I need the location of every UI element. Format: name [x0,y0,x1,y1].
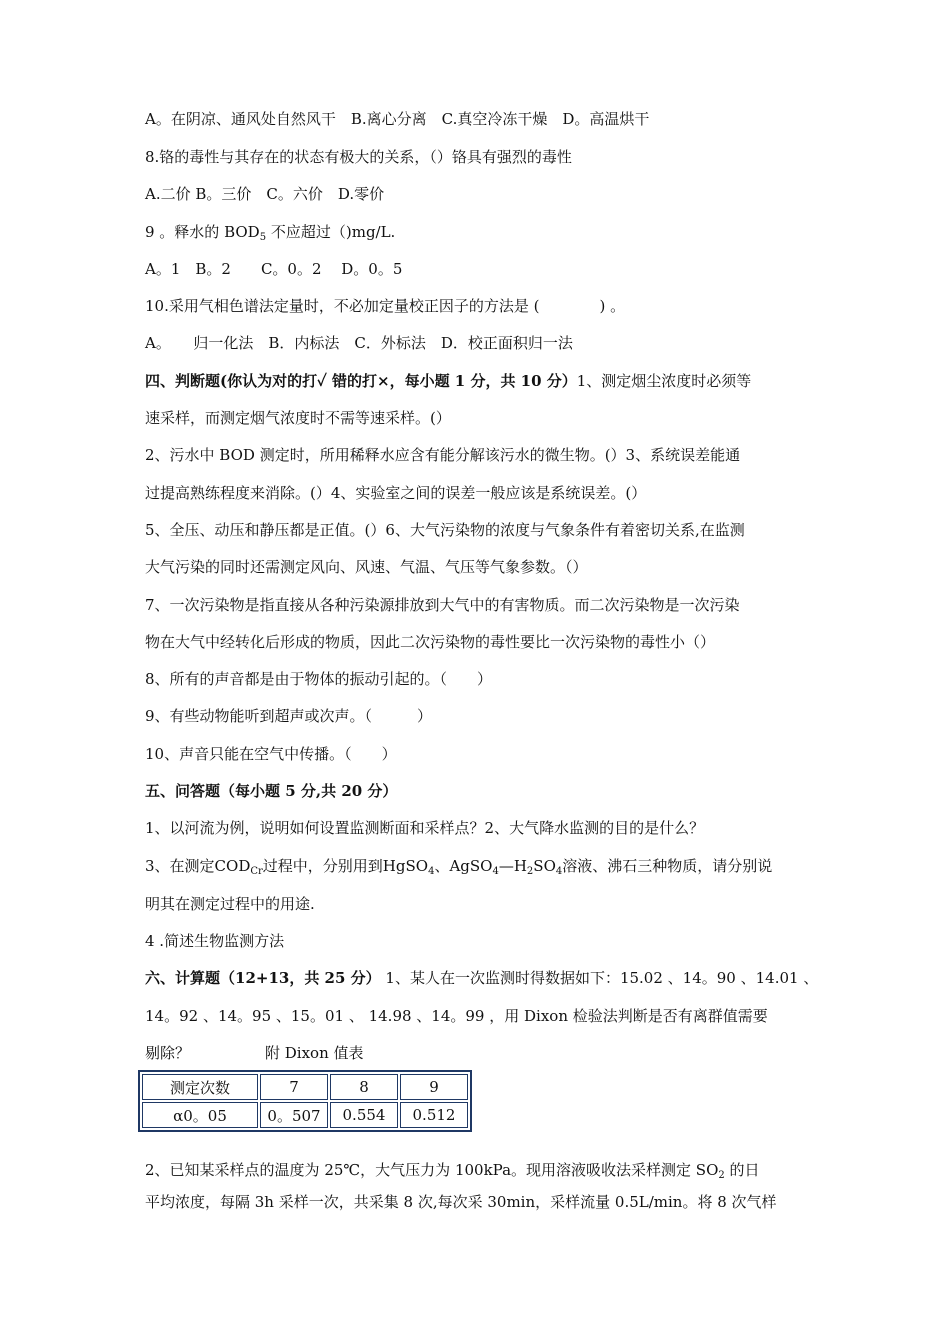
calc2-part: 的日 [724,1161,760,1179]
calc2-text-cont: 平均浓度，每隔 3h 采样一次，共采集 8 次,每次采 30min，采样流量 0.5L/min。将 8 次气样 [145,1193,777,1211]
table-row [142,1074,468,1100]
calc2-sub: 2 [718,1170,725,1181]
q9-text-a: 9 。释水的 BOD [145,223,260,241]
tf8-text: 8、所有的声音都是由于物体的振动引起的。（ ） [145,670,493,688]
table-cell: α0。05 [142,1102,258,1128]
qa3-part: SO [533,857,556,875]
section5-heading-line [145,781,825,801]
qa3-part: 、AgSO [434,857,493,875]
tf9-text: 9、有些动物能听到超声或次声。（ ） [145,707,433,725]
qa1-qa2-text: 1、以河流为例，说明如何设置监测断面和采样点？2、大气降水监测的目的是什么？ [145,819,705,837]
q9-text [145,222,825,242]
calc1-text-cont2: 剔除？ 附 Dixon 值表 [145,1044,364,1062]
table-cell: 0。507 [260,1102,328,1128]
tf6-text-cont: 大气污染的同时还需测定风向、风速、气温、气压等气象参数。（） [145,558,588,576]
table-cell: 9 [400,1074,468,1100]
qa3-sub: 4 [492,866,499,877]
calc1-text-cont: 14。92 、14。95 、15。01 、 14.98 、14。99 ，用 Dixon 检验法判断是否有离群值需要 [145,1007,768,1025]
tf3-tf4-text: 过提高熟练程度来消除。(）4、实验室之间的误差一般应该是系统误差。(） [145,484,647,502]
tf5-tf6-text: 5、全压、动压和静压都是正值。(）6、大气污染物的浓度与气象条件有着密切关系,在监测 [145,521,745,539]
q8-text: 8.铬的毒性与其存在的状态有极大的关系，（）铬具有强烈的毒性 [145,148,572,166]
table-cell: 7 [260,1074,328,1100]
section4-heading: 四、判断题(你认为对的打✓ 错的打×，每小题 1 分，共 10 分） [145,372,577,390]
table-row [142,1102,468,1128]
calc1-text: 1、某人在一次监测时得数据如下：15.02 、14。90 、14.01 、 [380,969,819,987]
table-cell: 8 [330,1074,398,1100]
qa3-part: 溶液、沸石三种物质，请分别说 [562,857,773,875]
tf7-text: 7、一次污染物是指直接从各种污染源排放到大气中的有害物质。而二次污染物是一次污染 [145,596,740,614]
table-cell: 0.512 [400,1102,468,1128]
qa3-part: 3、在测定COD [145,857,251,875]
qa3-sub: 4 [555,866,563,877]
section4-heading-line [145,371,825,391]
dixon-table [138,1070,472,1132]
qa3-text [145,856,825,876]
section6-heading: 六、计算题（12+13，共 25 分） [145,969,381,987]
qa4-text: 4 .简述生物监测方法 [145,932,285,950]
tf1-text-cont: 速采样，而测定烟气浓度时不需等速采样。(） [145,409,451,427]
tf10-text: 10、声音只能在空气中传播。（ ） [145,745,397,763]
qa3-sub: Cr [250,866,263,877]
section5-heading: 五、问答题（每小题 5 分,共 20 分） [145,782,398,800]
calc2-text [145,1160,825,1180]
q10-text: 10.采用气相色谱法定量时，不必加定量校正因子的方法是 ( ) 。 [145,297,626,315]
q8-options: A.二价 B。三价 C。六价 D.零价 [145,185,385,203]
table-cell: 0.554 [330,1102,398,1128]
q9-text-b: 不应超过（)mg/L. [266,223,396,241]
qa3-part: 过程中，分别用到HgSO [262,857,429,875]
tf2-tf3-text: 2、污水中 BOD 测定时，所用稀释水应含有能分解该污水的微生物。(）3、系统误差能通 [145,446,741,464]
tf1-text: 1、测定烟尘浓度时必须等 [576,372,752,390]
table-cell: 测定次数 [142,1074,258,1100]
q7-options: A。在阴凉、通风处自然风干 B.离心分离 C.真空冷冻干燥 D。高温烘干 [145,110,650,128]
qa3-text-cont: 明其在测定过程中的用途. [145,895,315,913]
tf7-text-cont: 物在大气中经转化后形成的物质，因此二次污染物的毒性要比一次污染物的毒性小（） [145,633,716,651]
qa3-sub: 4 [428,866,435,877]
q9-subscript: 5 [259,232,267,243]
qa3-sub: 2 [526,866,534,877]
q9-options: A。1 B。2 C。0。2 D。0。5 [145,260,403,278]
q10-options: A。 归一化法 B．内标法 C．外标法 D．校正面积归一法 [145,334,573,352]
calc2-part: 2、已知某采样点的温度为 25℃，大气压力为 100kPa。现用溶液吸收法采样测定 SO [145,1161,719,1179]
section6-heading-line [145,968,825,988]
qa3-part: —H [498,857,527,875]
